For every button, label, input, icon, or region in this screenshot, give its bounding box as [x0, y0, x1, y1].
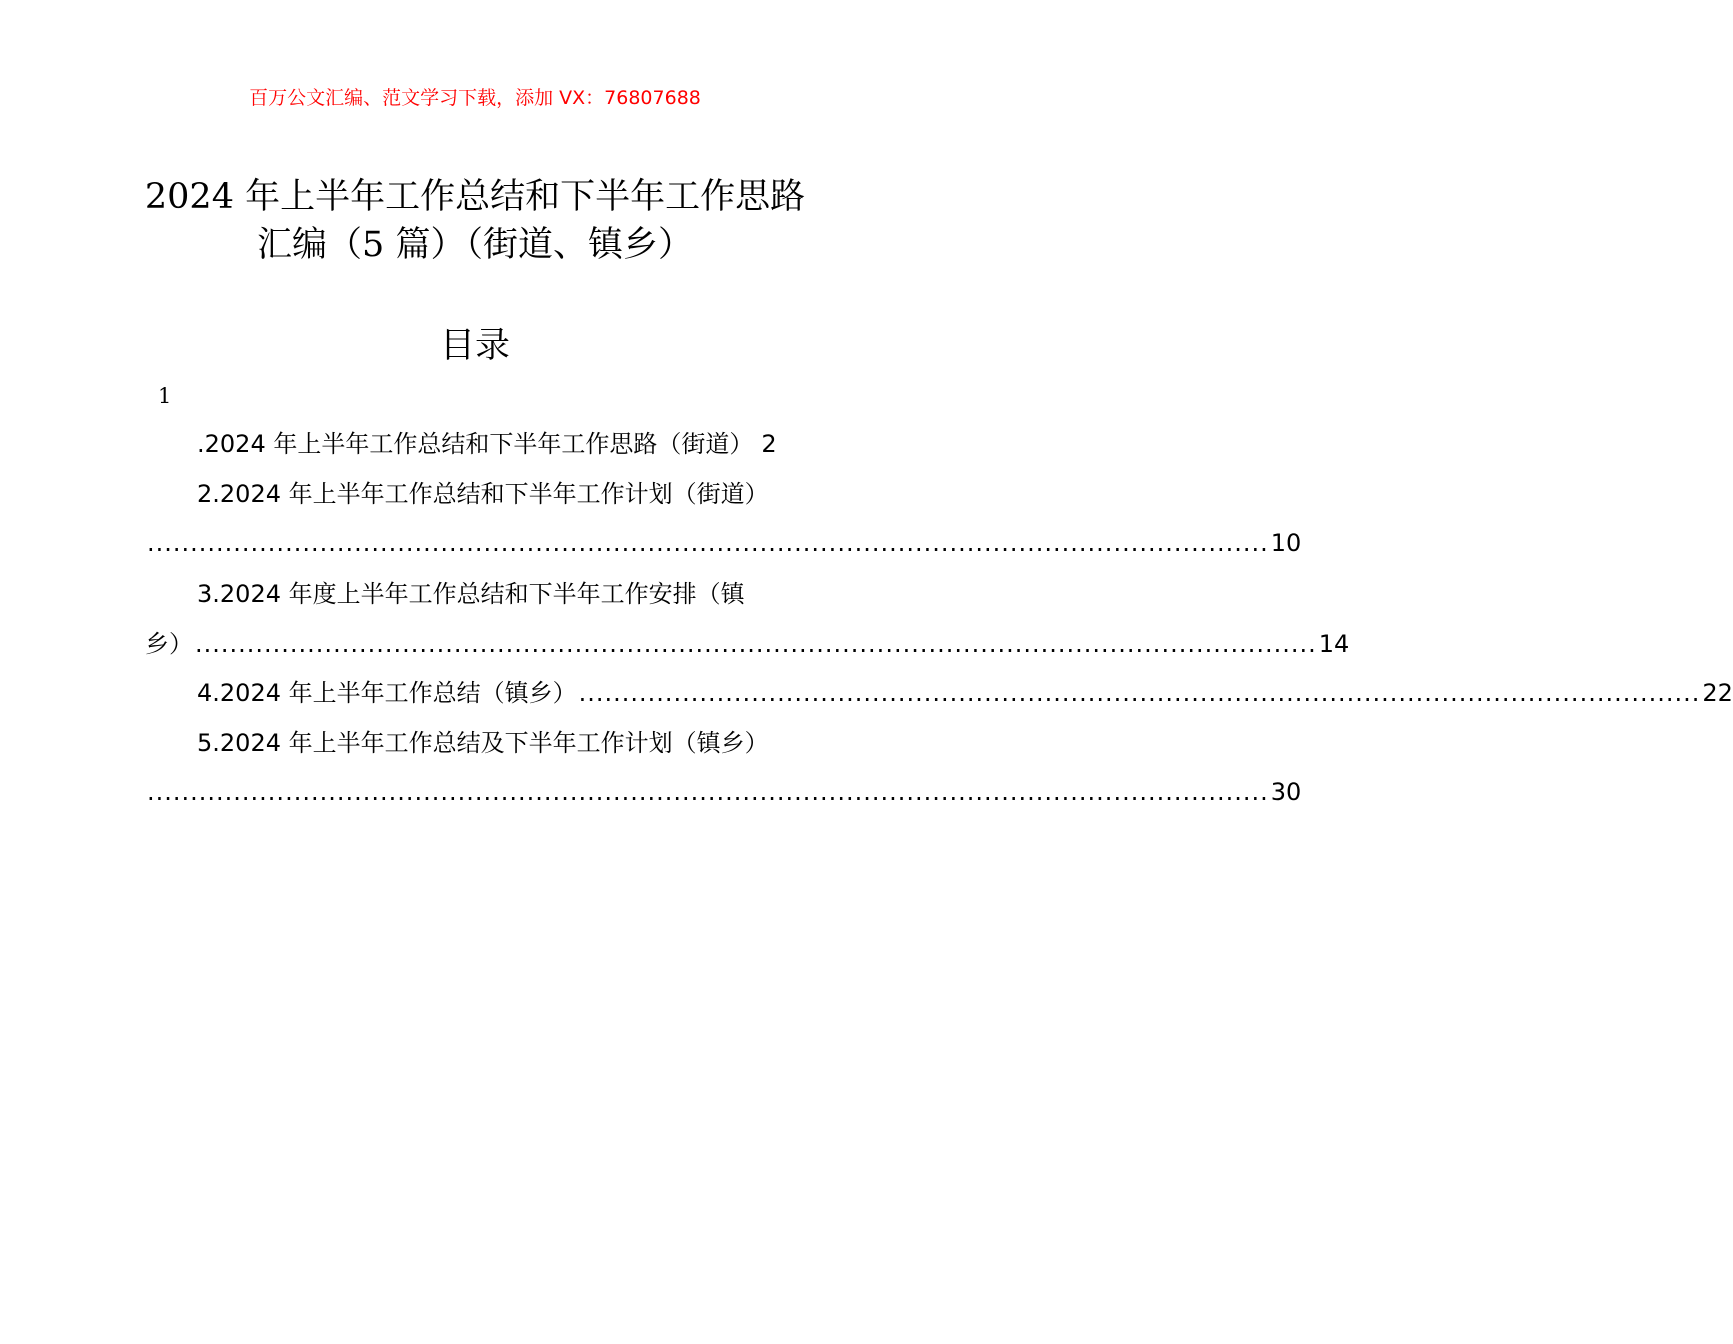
toc-entry-page: 10	[1270, 529, 1302, 557]
toc-entry-page: 30	[1270, 778, 1302, 806]
document-title-line-2: 汇编（5 篇）（街道、镇乡）	[257, 225, 693, 265]
document-title-line-1: 2024 年上半年工作总结和下半年工作思路	[144, 177, 806, 217]
toc-entry-5[interactable]	[145, 723, 805, 763]
toc-entry-title: .2024 年上半年工作总结和下半年工作思路（街道）	[197, 430, 754, 458]
toc-entry-3-leader-line[interactable]	[145, 624, 1350, 664]
toc-entry-title: 2.2024 年上半年工作总结和下半年工作计划（街道）	[197, 480, 769, 508]
header-watermark-note: 百万公文汇编、范文学习下载，添加 VX：76807688	[249, 87, 701, 109]
toc-entry-page: 14	[1318, 630, 1350, 658]
toc-entry-title: 4.2024 年上半年工作总结（镇乡）	[197, 679, 577, 707]
toc-entry-1[interactable]	[145, 424, 805, 464]
toc-leader-dots: ..................................................................................................................................	[147, 529, 1269, 557]
toc-entry-4[interactable]	[145, 673, 1733, 713]
toc-leader-dots: ..................................................................................................................................	[578, 679, 1701, 707]
toc-heading: 目录	[439, 326, 510, 366]
toc-entry-2-leader-line[interactable]	[145, 523, 1302, 563]
toc-entry-title-continued: 乡）	[145, 630, 193, 658]
toc-entry-3[interactable]	[145, 574, 805, 614]
toc-entry-title: 5.2024 年上半年工作总结及下半年工作计划（镇乡）	[197, 729, 769, 757]
toc-entry-page: 2	[761, 430, 777, 458]
toc-leader-dots: ..................................................................................................................................	[195, 630, 1317, 658]
toc-entry-2[interactable]	[145, 474, 805, 514]
toc-entry-title: 3.2024 年度上半年工作总结和下半年工作安排（镇	[197, 580, 745, 608]
page-number-marker: 1	[158, 384, 172, 408]
toc-leader-dots: ..................................................................................................................................	[147, 778, 1269, 806]
toc-entry-page: 22	[1702, 679, 1733, 707]
toc-entry-5-leader-line[interactable]	[145, 772, 1302, 812]
